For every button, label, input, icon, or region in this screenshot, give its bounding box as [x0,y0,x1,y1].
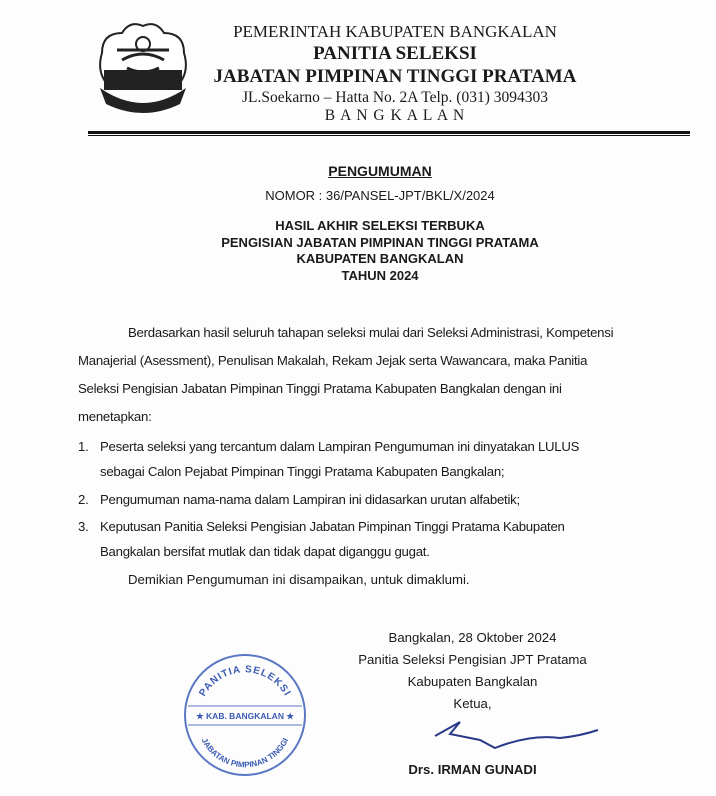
signature-org: Panitia Seleksi Pengisian JPT Pratama [358,652,587,667]
paragraph-line: Berdasarkan hasil seluruh tahapan seleksi mulai dari Seleksi Administrasi, Kompetensi [128,325,614,340]
item-number: 3. [78,519,89,534]
stamp-top-text: PANITIA SELEKSI [197,664,293,699]
subtitle-line: KABUPATEN BANGKALAN [296,251,464,266]
list-item [78,514,706,564]
list-item [78,434,706,484]
item-line: sebagai Calon Pejabat Pimpinan Tinggi Pratama Kabupaten Bangkalan; [100,464,505,479]
announcement-paragraph [78,319,706,431]
item-line: Bangkalan bersifat mutlak dan tidak dapat diganggu gugat. [100,544,430,559]
paragraph-line: Seleksi Pengisian Jabatan Pimpinan Tinggi Pratama Kabupaten Bangkalan dengan ini [78,381,562,396]
header-divider [88,131,690,134]
signature-scrawl [420,718,610,758]
item-number: 1. [78,439,89,454]
signatory-name: Drs. IRMAN GUNADI [408,762,537,777]
signature-role: Ketua, [453,696,492,711]
item-line: Pengumuman nama-nama dalam Lampiran ini didasarkan urutan alfabetik; [100,492,520,507]
place-date: Bangkalan, 28 Oktober 2024 [388,630,557,645]
signature-block [300,627,645,715]
subtitle-line: PENGISIAN JABATAN PIMPINAN TINGGI PRATAMA [221,234,539,250]
stamp-bottom-text: JABATAN PIMPINAN TINGGI [199,736,291,770]
announcement-subtitle [150,218,610,284]
paragraph-line: Manajerial (Asessment), Penulisan Makalah, Rekam Jejak serta Wawancara, maka Panitia [78,353,588,368]
signature-region: Kabupaten Bangkalan [407,674,538,689]
paragraph-line: menetapkan: [78,409,152,424]
letterhead-position: JABATAN PIMPINAN TINGGI PRATAMA [213,66,577,87]
item-number: 2. [78,492,89,507]
item-line: Peserta seleksi yang tercantum dalam Lampiran Pengumuman ini dinyatakan LULUS [100,439,580,454]
announcement-title: PENGUMUMAN [328,163,432,179]
item-line: Keputusan Panitia Seleksi Pengisian Jabatan Pimpinan Tinggi Pratama Kabupaten [100,519,565,534]
letterhead-city: B A N G K A L A N [324,107,466,124]
letterhead-government: PEMERINTAH KABUPATEN BANGKALAN [233,22,557,41]
letterhead-committee: PANITIA SELEKSI [313,43,477,64]
stamp-middle-text: ★ KAB. BANGKALAN ★ [196,711,294,721]
svg-text:JABATAN PIMPINAN TINGGI [200,737,290,770]
list-item [78,486,706,514]
closing-statement: Demikian Pengumuman ini disampaikan, untuk dimaklumi. [128,572,470,587]
subtitle-line: HASIL AKHIR SELEKSI TERBUKA [275,218,485,233]
decision-list [78,434,706,564]
announcement-number: NOMOR : 36/PANSEL-JPT/BKL/X/2024 [265,188,495,203]
bangkalan-logo [92,18,194,116]
header-divider-thin [88,135,690,136]
subtitle-line: TAHUN 2024 [341,267,419,283]
svg-text:PANITIA SELEKSI [197,664,292,698]
official-stamp [180,650,310,780]
letterhead-address: JL.Soekarno – Hatta No. 2A Telp. (031) 3094303 [241,89,548,106]
